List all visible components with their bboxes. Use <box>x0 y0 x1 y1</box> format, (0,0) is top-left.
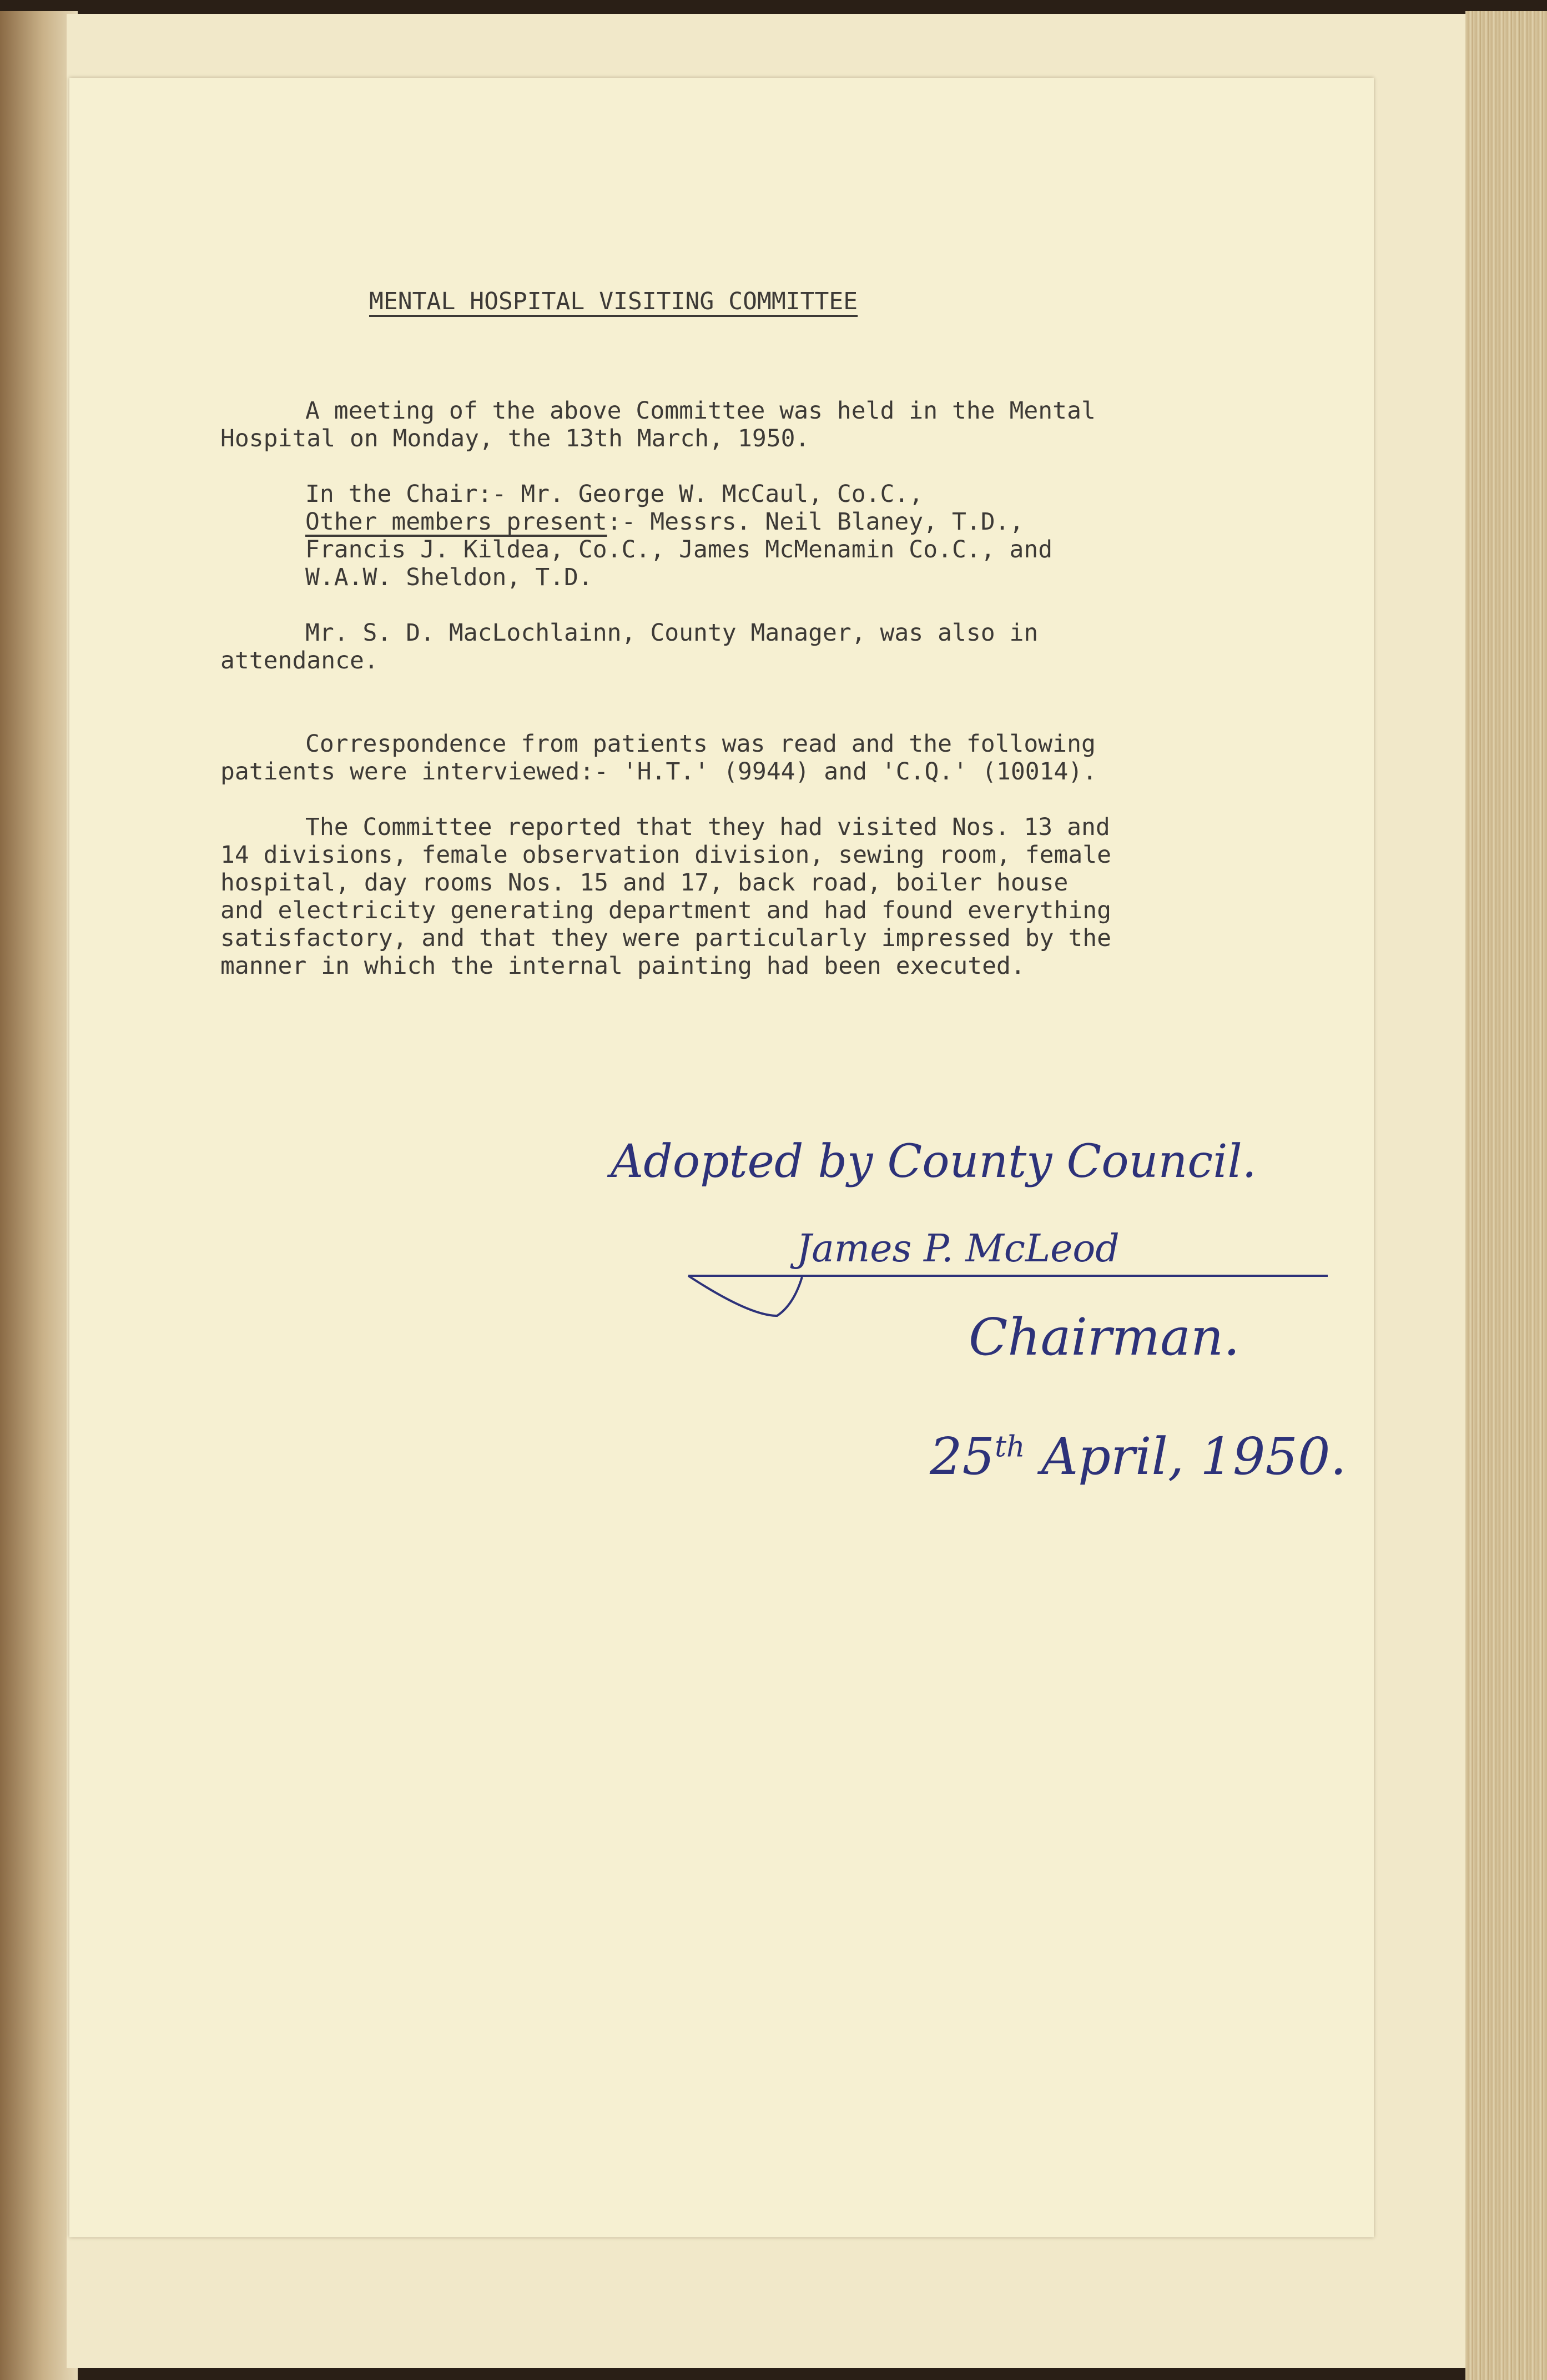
correspondence-line-1: Correspondence from patients was read and the following <box>305 730 1096 758</box>
report-line-5: satisfactory, and that they were particularly impressed by the <box>220 924 1112 952</box>
adopted-note: Adopted by County Council. <box>611 1135 1257 1188</box>
chairman-signature: James P. McLeod <box>797 1227 1120 1271</box>
typed-sheet <box>69 78 1374 2237</box>
members-line-3: Francis J. Kildea, Co.C., James McMenamin Co.C., and <box>305 536 1053 563</box>
chairman-title: Chairman. <box>969 1307 1240 1367</box>
meeting-line-2: Hospital on Monday, the 13th March, 1950. <box>220 425 810 452</box>
report-line-6: manner in which the internal painting had been executed. <box>220 952 1025 980</box>
members-line <box>305 508 1024 536</box>
members-rest: :- Messrs. Neil Blaney, T.D., <box>607 508 1024 536</box>
members-line-4: W.A.W. Sheldon, T.D. <box>305 563 593 591</box>
book-left-edge <box>0 11 78 2380</box>
chair-line: In the Chair:- Mr. George W. McCaul, Co.C., <box>305 480 924 508</box>
report-line-2: 14 divisions, female observation division, sewing room, female <box>220 841 1112 869</box>
report-line-4: and electricity generating department and had found everything <box>220 897 1112 924</box>
manager-line-1: Mr. S. D. MacLochlainn, County Manager, was also in <box>305 619 1039 647</box>
signed-date <box>930 1427 1347 1486</box>
report-line-1: The Committee reported that they had visited Nos. 13 and <box>305 813 1110 841</box>
report-line-3: hospital, day rooms Nos. 15 and 17, back road, boiler house <box>220 869 1069 897</box>
date-suffix: th <box>995 1430 1025 1464</box>
document-title: MENTAL HOSPITAL VISITING COMMITTEE <box>369 288 858 315</box>
date-day: 25 <box>930 1427 995 1486</box>
meeting-line-1: A meeting of the above Committee was held in the Mental <box>305 397 1096 425</box>
date-rest: April, 1950. <box>1041 1427 1347 1486</box>
correspondence-line-2: patients were interviewed:- 'H.T.' (9944) and 'C.Q.' (10014). <box>220 758 1097 786</box>
book-page-edges <box>1465 11 1547 2380</box>
manager-line-2: attendance. <box>220 647 379 675</box>
members-label: Other members present <box>305 508 607 536</box>
